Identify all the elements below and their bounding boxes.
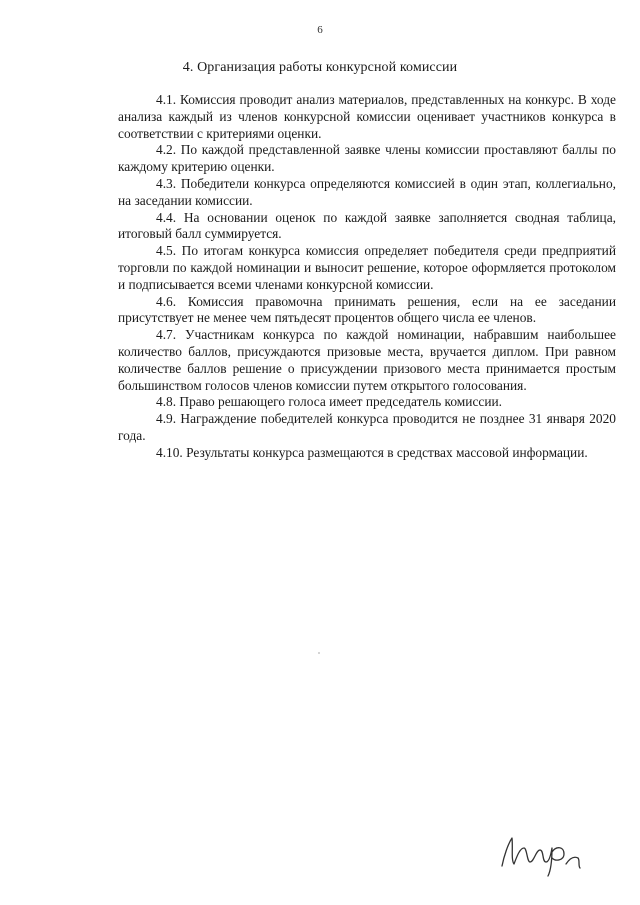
document-body [118, 92, 616, 462]
paragraph-4-6: 4.6. Комиссия правомочна принимать решения, если на ее заседании присутствует не менее чем пятьдесят процентов общего числа ее членов. [118, 293, 616, 326]
paragraph-4-1: 4.1. Комиссия проводит анализ материалов, представленных на конкурс. В ходе анализа каждый из членов конкурсной комиссии оценивает участников конкурса в соответствии с критериями оценки. [118, 92, 616, 141]
paragraph-4-5: 4.5. По итогам конкурса комиссия определяет победителя среди предприятий торговли по каждой номинации и выносит решение, которое оформляется протоколом и подписывается всеми членами конкурсной комиссии. [118, 243, 616, 292]
signature-icon [494, 818, 594, 878]
section-heading: 4. Организация работы конкурсной комиссии [182, 60, 458, 75]
paragraph-4-10: 4.10. Результаты конкурса размещаются в средствах массовой информации. [156, 444, 588, 460]
scan-speck [318, 652, 320, 654]
paragraph-4-3: 4.3. Победители конкурса определяются комиссией в один этап, коллегиально, на заседании комиссии. [118, 175, 616, 208]
paragraph-4-4: 4.4. На основании оценок по каждой заявке заполняется сводная таблица, итоговый балл суммируется. [118, 209, 616, 242]
paragraph-4-8: 4.8. Право решающего голоса имеет председатель комиссии. [156, 394, 503, 410]
page-number: 6 [317, 24, 323, 36]
paragraph-4-7: 4.7. Участникам конкурса по каждой номинации, набравшим наибольшее количество баллов, присуждаются призовые места, вручается диплом. При равном количестве баллов решение о присуждении призового места принимается простым большинством голосов членов комиссии путем открытого голосования. [118, 327, 616, 393]
paragraph-4-9: 4.9. Награждение победителей конкурса проводится не позднее 31 января 2020 года. [118, 411, 616, 443]
paragraph-4-2: 4.2. По каждой представленной заявке члены комиссии проставляют баллы по каждому критерию оценки. [118, 142, 616, 175]
